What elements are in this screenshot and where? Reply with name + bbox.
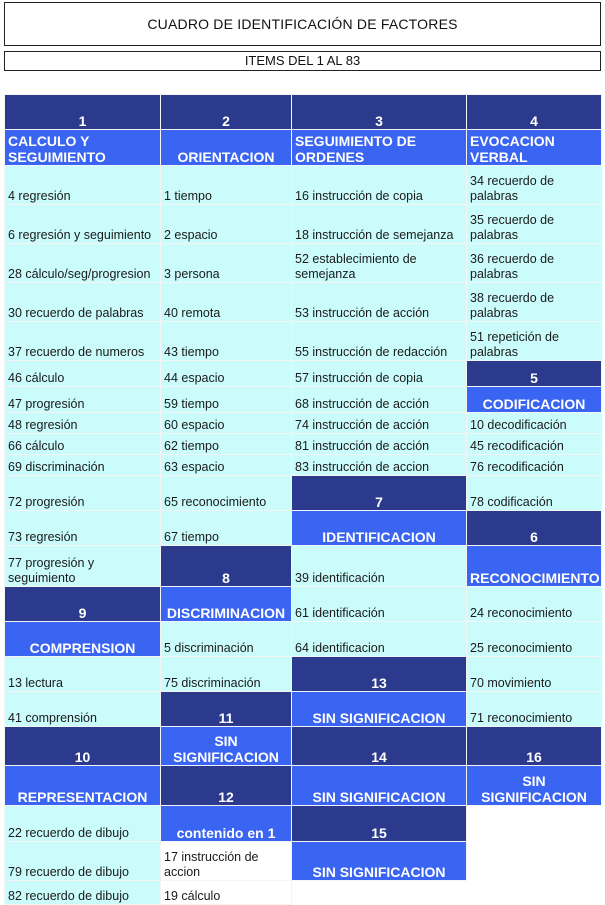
item-cell: 55 instrucción de redacción [292,322,467,361]
item-cell: 47 progresión [5,387,161,413]
item-cell: 65 reconocimiento [161,476,292,511]
item-cell: 66 cálculo [5,434,161,455]
factor-name-cell: IDENTIFICACION [292,511,467,546]
table-row [5,244,602,283]
item-cell: 75 discriminación [161,657,292,692]
factor-name-cell: SEGUIMIENTO DE ORDENES [292,130,467,166]
item-cell: 6 regresión y seguimiento [5,205,161,244]
item-cell: 35 recuerdo de palabras [467,205,602,244]
item-cell: 83 instrucción de accion [292,455,467,476]
item-cell: 30 recuerdo de palabras [5,283,161,322]
table-row [5,387,602,413]
factor-name-cell: EVOCACION VERBAL [467,130,602,166]
item-cell: 24 reconocimiento [467,587,602,622]
item-cell: 74 instrucción de acción [292,413,467,434]
item-cell: 13 lectura [5,657,161,692]
empty-cell [467,881,602,905]
table-row [5,511,602,546]
factor-number-cell: 4 [467,95,602,130]
factor-name-cell: CALCULO Y SEGUIMIENTO [5,130,161,166]
table-row [5,322,602,361]
item-cell: 22 recuerdo de dibujo [5,806,161,842]
factor-number-cell: 12 [161,766,292,806]
item-cell: 36 recuerdo de palabras [467,244,602,283]
item-cell: 2 espacio [161,205,292,244]
factor-number-cell: 2 [161,95,292,130]
table-row [5,130,602,166]
factor-table [4,94,602,905]
item-cell: 68 instrucción de acción [292,387,467,413]
empty-cell [467,806,602,842]
table-row [5,361,602,387]
item-cell: 48 regresión [5,413,161,434]
item-cell: 52 establecimiento de semejanza [292,244,467,283]
item-cell: 28 cálculo/seg/progresion [5,244,161,283]
item-cell: 16 instrucción de copia [292,166,467,205]
item-cell: 18 instrucción de semejanza [292,205,467,244]
table-row [5,476,602,511]
item-cell: 5 discriminación [161,622,292,657]
factor-name-cell: RECONOCIMIENTO [467,546,602,587]
item-cell: 72 progresión [5,476,161,511]
factor-name-cell: SIN SIGNIFICACION [467,766,602,806]
factor-name-cell: REPRESENTACION [5,766,161,806]
item-cell: 59 tiempo [161,387,292,413]
factor-name-cell: contenido en 1 [161,806,292,842]
item-cell: 53 instrucción de acción [292,283,467,322]
table-row [5,692,602,727]
item-cell: 61 identificación [292,587,467,622]
table-row [5,455,602,476]
item-cell: 39 identificación [292,546,467,587]
item-cell: 3 persona [161,244,292,283]
table-row [5,95,602,130]
table-row [5,806,602,842]
factor-number-cell: 14 [292,727,467,766]
table-row [5,622,602,657]
item-cell: 60 espacio [161,413,292,434]
table-row [5,587,602,622]
table-row [5,657,602,692]
item-cell: 40 remota [161,283,292,322]
table-row [5,434,602,455]
item-cell: 69 discriminación [5,455,161,476]
item-cell: 63 espacio [161,455,292,476]
item-cell: 79 recuerdo de dibujo [5,842,161,881]
item-cell: 38 recuerdo de palabras [467,283,602,322]
factor-name-cell: COMPRENSION [5,622,161,657]
item-cell: 37 recuerdo de numeros [5,322,161,361]
item-cell: 62 tiempo [161,434,292,455]
factor-number-cell: 9 [5,587,161,622]
factor-name-cell: SIN SIGNIFICACION [292,842,467,881]
item-cell: 4 regresión [5,166,161,205]
item-cell: 51 repetición de palabras [467,322,602,361]
factor-number-cell: 5 [467,361,602,387]
item-cell: 43 tiempo [161,322,292,361]
table-row [5,166,602,205]
item-cell: 64 identificacion [292,622,467,657]
item-cell: 44 espacio [161,361,292,387]
table-row [5,205,602,244]
factor-name-cell: SIN SIGNIFICACION [292,766,467,806]
factor-number-cell: 15 [292,806,467,842]
table-row [5,766,602,806]
item-cell: 82 recuerdo de dibujo [5,881,161,905]
item-cell: 10 decodificación [467,413,602,434]
factor-name-cell: SIN SIGNIFICACION [161,727,292,766]
item-cell: 70 movimiento [467,657,602,692]
factor-number-cell: 1 [5,95,161,130]
item-cell: 73 regresión [5,511,161,546]
item-cell: 57 instrucción de copia [292,361,467,387]
item-cell: 77 progresión y seguimiento [5,546,161,587]
item-cell: 46 cálculo [5,361,161,387]
table-row [5,413,602,434]
factor-number-cell: 13 [292,657,467,692]
factor-number-cell: 11 [161,692,292,727]
table-row [5,546,602,587]
factor-number-cell: 7 [292,476,467,511]
factor-number-cell: 8 [161,546,292,587]
factor-number-cell: 6 [467,511,602,546]
item-cell: 25 reconocimiento [467,622,602,657]
factor-name-cell: DISCRIMINACION [161,587,292,622]
item-cell: 76 recodificación [467,455,602,476]
item-cell: 19 cálculo [161,881,292,905]
factor-name-cell: CODIFICACION [467,387,602,413]
item-cell: 34 recuerdo de palabras [467,166,602,205]
empty-cell [292,881,467,905]
factor-name-cell: SIN SIGNIFICACION [292,692,467,727]
table-row [5,881,602,905]
item-cell: 41 comprensión [5,692,161,727]
factor-number-cell: 10 [5,727,161,766]
factor-number-cell: 16 [467,727,602,766]
item-cell: 45 recodificación [467,434,602,455]
table-row [5,842,602,881]
item-cell: 81 instrucción de acción [292,434,467,455]
table-row [5,727,602,766]
factor-number-cell: 3 [292,95,467,130]
item-cell: 67 tiempo [161,511,292,546]
empty-cell [467,842,602,881]
table-row [5,283,602,322]
items-range-label: ITEMS DEL 1 AL 83 [4,51,601,71]
item-cell: 1 tiempo [161,166,292,205]
item-cell: 17 instrucción de accion [161,842,292,881]
item-cell: 78 codificación [467,476,602,511]
document-title: CUADRO DE IDENTIFICACIÓN DE FACTORES [4,2,601,46]
factor-name-cell: ORIENTACION [161,130,292,166]
item-cell: 71 reconocimiento [467,692,602,727]
